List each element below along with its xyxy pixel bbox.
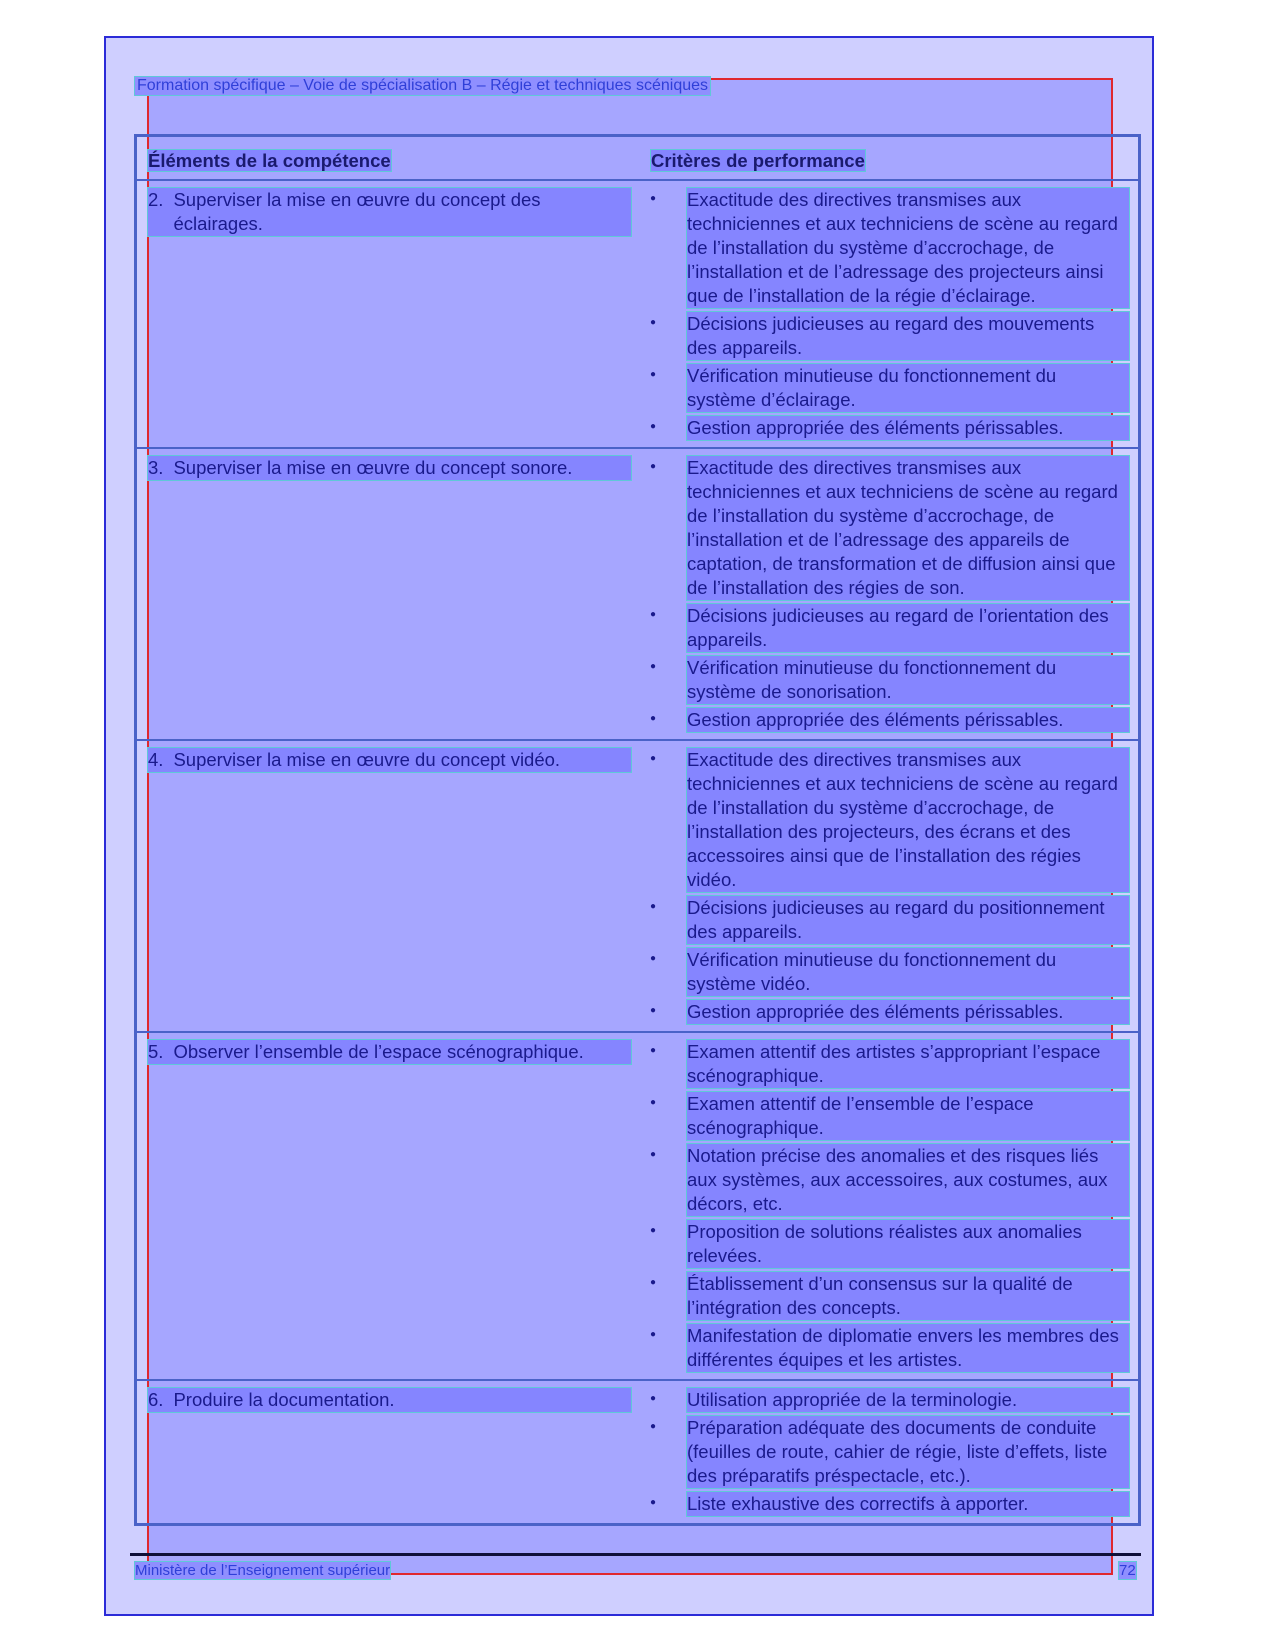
criteria-cell <box>640 1380 1140 1525</box>
bullet-icon: ● <box>650 753 657 764</box>
element-number: 3. <box>148 457 164 478</box>
list-item: ● Vérification minutieuse du fonctionnement du système vidéo. <box>650 947 1130 997</box>
criteria-cell <box>640 180 1140 448</box>
page-number: 72 <box>1119 1562 1136 1579</box>
bullet-icon: ● <box>650 369 657 380</box>
list-item: ● Manifestation de diplomatie envers les membres des différentes équipes et les artistes. <box>650 1323 1130 1373</box>
list-item: ● Décisions judicieuses au regard des mouvements des appareils. <box>650 311 1130 361</box>
list-item: ● Liste exhaustive des correctifs à apporter. <box>650 1491 1130 1517</box>
bullet-icon: ● <box>650 421 657 432</box>
bullet-icon: ● <box>650 901 657 912</box>
table-row <box>136 1380 1140 1525</box>
criteria-cell <box>640 1032 1140 1380</box>
list-item: ● Exactitude des directives transmises aux techniciennes et aux techniciens de scène au regard de l’installation du système d’accrochage, de l’installation et de l’adressage des appareils de captation, de transformation et de diffusion ainsi que de l’installation des régies de son. <box>650 455 1130 601</box>
element-number: 6. <box>148 1389 164 1410</box>
footer-ministry: Ministère de l’Enseignement supérieur <box>135 1562 391 1579</box>
element-cell <box>136 448 641 740</box>
bullet-icon: ● <box>650 1225 657 1236</box>
element-text: Superviser la mise en œuvre du concept vidéo. <box>173 749 561 770</box>
element-cell <box>136 1032 641 1380</box>
element-text: Superviser la mise en œuvre du concept sonore. <box>173 457 573 478</box>
element-cell <box>136 1380 641 1525</box>
list-item: ● Gestion appropriée des éléments périssables. <box>650 999 1130 1025</box>
criteria-list <box>650 455 1130 733</box>
footer-rule <box>130 1553 1141 1556</box>
list-item: ● Vérification minutieuse du fonctionnement du système d’éclairage. <box>650 363 1130 413</box>
list-item: ● Examen attentif de l’ensemble de l’espace scénographique. <box>650 1091 1130 1141</box>
element-cell <box>136 740 641 1032</box>
column-header-elements: Éléments de la compétence <box>136 136 641 181</box>
bullet-icon: ● <box>650 661 657 672</box>
list-item: ● Exactitude des directives transmises aux techniciennes et aux techniciens de scène au regard de l’installation du système d’accrochage, de l’installation et de l’adressage des projecteurs ainsi que de l’installation de la régie d’éclairage. <box>650 187 1130 309</box>
criteria-list <box>650 747 1130 1025</box>
element-item <box>147 187 632 237</box>
element-item <box>147 1387 632 1413</box>
criteria-list <box>650 187 1130 441</box>
list-item: ● Utilisation appropriée de la terminologie. <box>650 1387 1130 1413</box>
element-item <box>147 455 632 481</box>
list-item: ● Examen attentif des artistes s’appropriant l’espace scénographique. <box>650 1039 1130 1089</box>
bullet-icon: ● <box>650 193 657 204</box>
list-item: ● Décisions judicieuses au regard de l’orientation des appareils. <box>650 603 1130 653</box>
bullet-icon: ● <box>650 953 657 964</box>
table-row <box>136 448 1140 740</box>
column-header-criteria: Critères de performance <box>640 136 1140 181</box>
element-item <box>147 747 632 773</box>
table-row <box>136 1032 1140 1380</box>
bullet-icon: ● <box>650 1329 657 1340</box>
element-text: Superviser la mise en œuvre du concept des éclairages. <box>173 189 541 234</box>
bullet-icon: ● <box>650 1045 657 1056</box>
table-row <box>136 180 1140 448</box>
criteria-cell <box>640 448 1140 740</box>
bullet-icon: ● <box>650 1149 657 1160</box>
bullet-icon: ● <box>650 1497 657 1508</box>
bullet-icon: ● <box>650 1421 657 1432</box>
list-item: ● Proposition de solutions réalistes aux anomalies relevées. <box>650 1219 1130 1269</box>
competence-table <box>134 134 1141 1526</box>
criteria-cell <box>640 740 1140 1032</box>
criteria-list <box>650 1039 1130 1373</box>
list-item: ● Établissement d’un consensus sur la qualité de l’intégration des concepts. <box>650 1271 1130 1321</box>
list-item: ● Notation précise des anomalies et des risques liés aux systèmes, aux accessoires, aux costumes, aux décors, etc. <box>650 1143 1130 1217</box>
list-item: ● Décisions judicieuses au regard du positionnement des appareils. <box>650 895 1130 945</box>
criteria-list <box>650 1387 1130 1517</box>
list-item: ● Exactitude des directives transmises aux techniciennes et aux techniciens de scène au regard de l’installation du système d’accrochage, de l’installation des projecteurs, des écrans et des accessoires ainsi que de l’installation des régies vidéo. <box>650 747 1130 893</box>
list-item: ● Gestion appropriée des éléments périssables. <box>650 707 1130 733</box>
bullet-icon: ● <box>650 713 657 724</box>
bullet-icon: ● <box>650 609 657 620</box>
bullet-icon: ● <box>650 1097 657 1108</box>
bullet-icon: ● <box>650 1393 657 1404</box>
bullet-icon: ● <box>650 1277 657 1288</box>
element-number: 2. <box>148 189 164 210</box>
list-item: ● Préparation adéquate des documents de conduite (feuilles de route, cahier de régie, liste d’effets, liste des préparatifs préspectacle, etc.). <box>650 1415 1130 1489</box>
element-number: 5. <box>148 1041 164 1062</box>
table-header-row <box>136 136 1140 181</box>
list-item: ● Vérification minutieuse du fonctionnement du système de sonorisation. <box>650 655 1130 705</box>
list-item: ● Gestion appropriée des éléments périssables. <box>650 415 1130 441</box>
bullet-icon: ● <box>650 317 657 328</box>
bullet-icon: ● <box>650 1005 657 1016</box>
element-item <box>147 1039 632 1065</box>
element-text: Produire la documentation. <box>173 1389 395 1410</box>
bullet-icon: ● <box>650 461 657 472</box>
element-cell <box>136 180 641 448</box>
element-text: Observer l’ensemble de l’espace scénographique. <box>173 1041 584 1062</box>
table-row <box>136 740 1140 1032</box>
running-header: Formation spécifique – Voie de spécialisation B – Régie et techniques scéniques <box>134 76 711 96</box>
element-number: 4. <box>148 749 164 770</box>
